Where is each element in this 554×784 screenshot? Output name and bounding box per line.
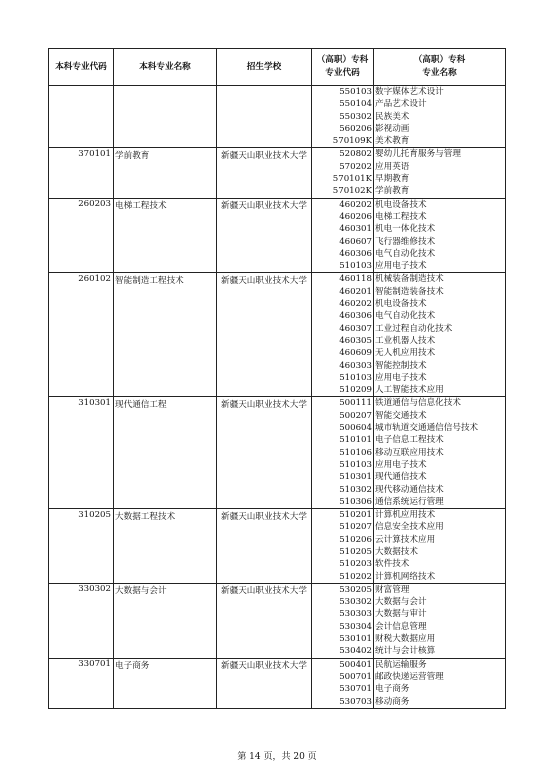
vocational-code: 550104 (339, 99, 372, 110)
table-row (49, 148, 506, 198)
vocational-name: 电气自动化技术 (375, 248, 436, 259)
vocational-code: 510106 (339, 447, 372, 458)
vocational-name: 婴幼儿托育服务与管理 (375, 149, 461, 160)
vocational-name: 工业机器人技术 (375, 335, 436, 346)
school-cell: 新疆天山职业技术大学 (217, 658, 312, 708)
school-cell: 新疆天山职业技术大学 (217, 148, 312, 198)
vocational-name: 电子信息工程技术 (375, 435, 444, 446)
vocational-code: 530701 (339, 684, 372, 695)
undergrad-name-cell (114, 86, 217, 148)
vocational-name: 应用电子技术 (375, 261, 427, 272)
vocational-code: 500604 (339, 423, 372, 434)
vocational-code: 460118 (339, 274, 372, 285)
vocational-name: 城市轨道交通通信信号技术 (375, 423, 479, 434)
vocational-code: 460301 (339, 224, 372, 235)
vocational-name: 现代通信技术 (375, 472, 427, 483)
school-cell: 新疆天山职业技术大学 (217, 198, 312, 273)
vocational-name: 铁道通信与信息化技术 (375, 398, 461, 409)
table-header-row (49, 49, 506, 86)
header-undergrad-code: 本科专业代码 (49, 49, 114, 86)
vocational-name-cell (374, 198, 506, 273)
vocational-name-cell (374, 273, 506, 397)
vocational-code: 460305 (339, 335, 372, 346)
vocational-name: 智能制造装备技术 (375, 286, 444, 297)
vocational-name: 通信系统运行管理 (375, 496, 444, 507)
undergrad-name-cell: 学前教育 (114, 148, 217, 198)
vocational-name: 移动商务 (375, 696, 410, 707)
undergrad-code-cell: 260102 (49, 273, 114, 397)
undergrad-name-cell: 现代通信工程 (114, 397, 217, 509)
vocational-name: 现代移动通信技术 (375, 484, 444, 495)
vocational-code: 500701 (339, 671, 372, 682)
vocational-name: 大数据与审计 (375, 609, 427, 620)
vocational-code: 460306 (339, 248, 372, 259)
vocational-name-cell (374, 658, 506, 708)
vocational-name-cell (374, 583, 506, 658)
vocational-name: 产品艺术设计 (375, 99, 427, 110)
vocational-code-cell (312, 397, 374, 509)
vocational-name: 电气自动化技术 (375, 311, 436, 322)
undergrad-code-cell: 330701 (49, 658, 114, 708)
vocational-code-cell (312, 273, 374, 397)
vocational-name: 会计信息管理 (375, 621, 427, 632)
vocational-name: 无人机应用技术 (375, 348, 436, 359)
vocational-code: 530304 (339, 621, 372, 632)
vocational-name-cell (374, 148, 506, 198)
vocational-code: 460306 (339, 311, 372, 322)
vocational-name: 邮政快递运营管理 (375, 671, 444, 682)
vocational-name: 应用电子技术 (375, 372, 427, 383)
vocational-name: 民族美术 (375, 111, 410, 122)
vocational-code: 510207 (339, 522, 372, 533)
vocational-name: 智能控制技术 (375, 360, 427, 371)
vocational-name: 统计与会计核算 (375, 646, 436, 657)
vocational-code: 510302 (339, 484, 372, 495)
vocational-name: 计算机网络技术 (375, 571, 436, 582)
vocational-name: 大数据技术 (375, 546, 418, 557)
vocational-code: 550302 (339, 111, 372, 122)
vocational-code: 510301 (339, 472, 372, 483)
vocational-code: 510203 (339, 559, 372, 570)
vocational-code: 460303 (339, 360, 372, 371)
table-row (49, 397, 506, 509)
vocational-code: 510205 (339, 546, 372, 557)
vocational-code-cell (312, 509, 374, 584)
vocational-code-cell (312, 148, 374, 198)
vocational-code: 530302 (339, 597, 372, 608)
vocational-code: 510202 (339, 571, 372, 582)
undergrad-code-cell: 260203 (49, 198, 114, 273)
header-school: 招生学校 (217, 49, 312, 86)
table-row (49, 658, 506, 708)
vocational-name: 财富管理 (375, 584, 410, 595)
undergrad-name-cell: 大数据工程技术 (114, 509, 217, 584)
vocational-code-cell (312, 583, 374, 658)
vocational-name: 智能交通技术 (375, 410, 427, 421)
undergrad-code-cell: 370101 (49, 148, 114, 198)
vocational-name: 人工智能技术应用 (375, 385, 444, 396)
vocational-code: 530205 (339, 584, 372, 595)
vocational-code: 530101 (339, 634, 372, 645)
vocational-code: 460307 (339, 323, 372, 334)
vocational-name: 财税大数据应用 (375, 634, 436, 645)
undergrad-name-cell: 电子商务 (114, 658, 217, 708)
vocational-code: 510103 (339, 459, 372, 470)
vocational-code: 560206 (339, 123, 372, 134)
table-row (49, 86, 506, 148)
vocational-code: 460607 (339, 236, 372, 247)
header-vocational-name (374, 49, 506, 86)
vocational-name: 应用电子技术 (375, 459, 427, 470)
vocational-code: 500401 (339, 659, 372, 670)
vocational-name: 机电设备技术 (375, 299, 427, 310)
vocational-code: 510306 (339, 496, 372, 507)
vocational-name: 学前教育 (375, 186, 410, 197)
vocational-name-cell (374, 509, 506, 584)
vocational-code: 510206 (339, 534, 372, 545)
table-body (49, 86, 506, 709)
vocational-code: 460609 (339, 348, 372, 359)
header-vocational-code-line1: （高职）专科 (316, 55, 369, 65)
vocational-code: 570109K (332, 136, 372, 147)
vocational-name: 机电一体化技术 (375, 224, 436, 235)
undergrad-code-cell: 310301 (49, 397, 114, 509)
vocational-name: 工业过程自动化技术 (375, 323, 453, 334)
table-row (49, 509, 506, 584)
header-vocational-code-line2: 专业代码 (325, 68, 360, 78)
vocational-code: 520802 (339, 149, 372, 160)
vocational-code: 570202 (339, 161, 372, 172)
vocational-name: 机械装备制造技术 (375, 274, 444, 285)
table-row (49, 198, 506, 273)
undergrad-name-cell: 大数据与会计 (114, 583, 217, 658)
undergrad-code-cell (49, 86, 114, 148)
table-row (49, 583, 506, 658)
undergrad-code-cell: 330302 (49, 583, 114, 658)
vocational-name: 信息安全技术应用 (375, 522, 444, 533)
vocational-name: 影视动画 (375, 123, 410, 134)
undergrad-code-cell: 310205 (49, 509, 114, 584)
vocational-code: 570102K (332, 186, 372, 197)
vocational-name: 美术教育 (375, 136, 410, 147)
vocational-name: 云计算技术应用 (375, 534, 436, 545)
vocational-name: 民航运输服务 (375, 659, 427, 670)
school-cell: 新疆天山职业技术大学 (217, 583, 312, 658)
school-cell: 新疆天山职业技术大学 (217, 273, 312, 397)
enrollment-table (48, 48, 506, 709)
table-row (49, 273, 506, 397)
vocational-code: 460202 (339, 199, 372, 210)
vocational-code: 460201 (339, 286, 372, 297)
vocational-name: 大数据与会计 (375, 597, 427, 608)
vocational-name: 软件技术 (375, 559, 410, 570)
vocational-code: 550103 (339, 87, 372, 97)
vocational-code: 530402 (339, 646, 372, 657)
vocational-code: 500111 (339, 398, 372, 409)
vocational-code: 510209 (339, 385, 372, 396)
vocational-name: 飞行器维修技术 (375, 236, 436, 247)
undergrad-name-cell: 电梯工程技术 (114, 198, 217, 273)
vocational-code: 460202 (339, 299, 372, 310)
vocational-code: 530303 (339, 609, 372, 620)
vocational-code: 510101 (339, 435, 372, 446)
vocational-name: 计算机应用技术 (375, 510, 436, 521)
vocational-code-cell (312, 198, 374, 273)
vocational-name-cell (374, 397, 506, 509)
vocational-code-cell (312, 658, 374, 708)
vocational-code-cell (312, 86, 374, 148)
header-vocational-name-line1: （高职）专科 (413, 55, 466, 65)
school-cell: 新疆天山职业技术大学 (217, 397, 312, 509)
page-footer: 第 14 页，共 20 页 (237, 752, 317, 762)
vocational-name: 数字媒体艺术设计 (375, 87, 444, 97)
vocational-code: 510103 (339, 261, 372, 272)
vocational-code: 500207 (339, 410, 372, 421)
header-vocational-name-line2: 专业名称 (422, 68, 457, 78)
vocational-name-cell (374, 86, 506, 148)
vocational-name: 电子商务 (375, 684, 410, 695)
vocational-code: 460206 (339, 211, 372, 222)
vocational-code: 510103 (339, 372, 372, 383)
vocational-name: 早期教育 (375, 174, 410, 185)
header-undergrad-name: 本科专业名称 (114, 49, 217, 86)
vocational-name: 电梯工程技术 (375, 211, 427, 222)
vocational-code: 510201 (339, 510, 372, 521)
vocational-name: 机电设备技术 (375, 199, 427, 210)
header-vocational-code (312, 49, 374, 86)
undergrad-name-cell: 智能制造工程技术 (114, 273, 217, 397)
vocational-name: 移动互联应用技术 (375, 447, 444, 458)
school-cell: 新疆天山职业技术大学 (217, 509, 312, 584)
school-cell (217, 86, 312, 148)
vocational-name: 应用英语 (375, 161, 410, 172)
vocational-code: 570101K (332, 174, 372, 185)
vocational-code: 530703 (339, 696, 372, 707)
